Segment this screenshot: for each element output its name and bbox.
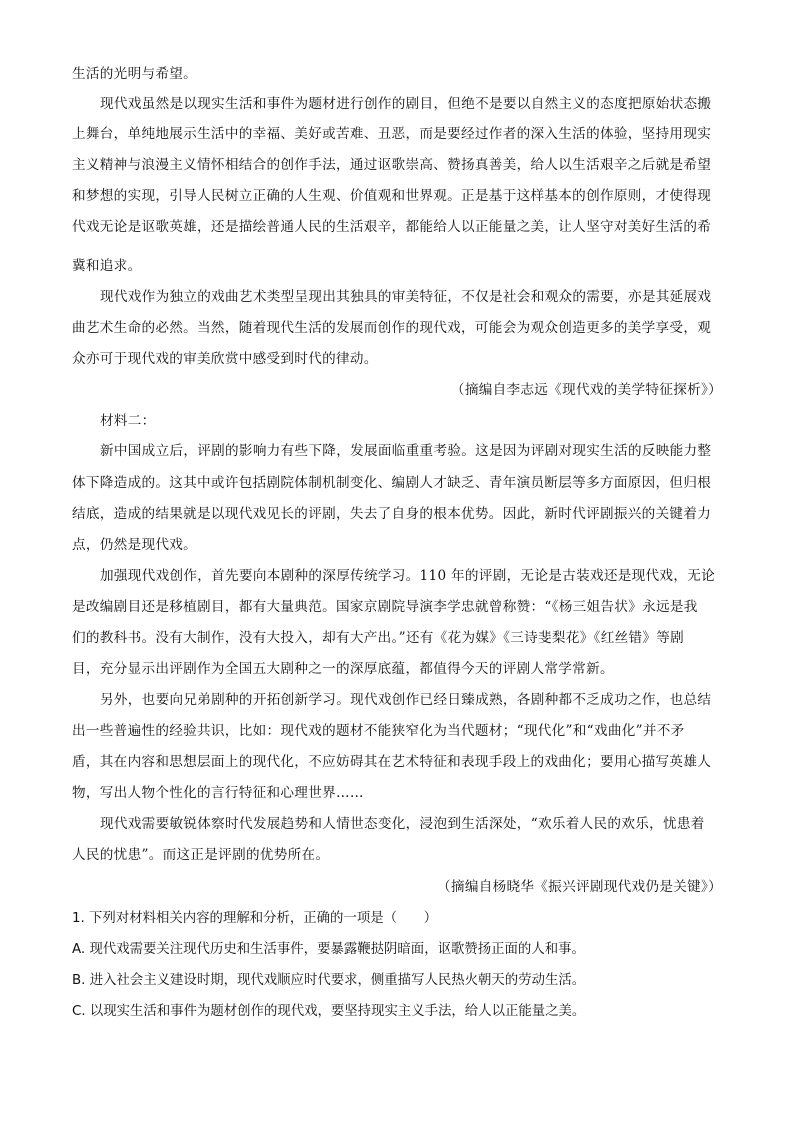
text-line: 现代戏需要敏锐体察时代发展趋势和人情世态变化，浸泡到生活深处，“欢乐着人民的欢乐，忧患着 xyxy=(100,816,705,832)
text-line: 结底，造成的结果就是以现代戏见长的评剧，失去了自身的根本优势。因此，新时代评剧振兴的关键着力 xyxy=(72,506,712,522)
question-stem: 1. 下列对材料相关内容的理解和分析，正确的一项是（ ） xyxy=(72,911,438,926)
source-citation: （摘编自李志远《现代戏的美学特征探析》） xyxy=(450,382,722,398)
text-line: 人民的忧患”。而这正是评剧的优势所在。 xyxy=(72,847,330,863)
text-line: 们的教科书。没有大制作，没有大投入，却有大产出。”还有《花为媒》《三诗斐梨花》《红丝错》等剧 xyxy=(72,630,685,646)
text-line: 加强现代戏创作，首先要向本剧种的深厚传统学习。110 年的评剧，无论是古装戏还是现代戏，无论 xyxy=(100,568,716,584)
source-citation: （摘编自杨晓华《振兴评剧现代戏仍是关键》） xyxy=(437,879,722,895)
text-line: 现代戏作为独立的戏曲艺术类型呈现出其独具的审美特征，不仅是社会和观众的需要，亦是其延展戏 xyxy=(100,289,712,305)
text-line: 点，仍然是现代戏。 xyxy=(72,537,198,553)
text-line: 和梦想的实现，引导人民树立正确的人生观、价值观和世界观。正是基于这样基本的创作原则，才使得现 xyxy=(72,188,712,204)
text-line: 冀和追求。 xyxy=(72,258,142,274)
text-line: 上舞台，单纯地展示生活中的幸福、美好或苦难、丑恶，而是要经过作者的深入生活的体验，坚持用现实 xyxy=(72,126,712,142)
text-line: 主义精神与浪漫主义情怀相结合的创作手法，通过讴歌崇高、赞扬真善美，给人以生活艰辛之后就是希望 xyxy=(72,157,712,173)
option-b: B. 进入社会主义建设时期，现代戏顺应时代要求，侧重描写人民热火朝天的劳动生活。 xyxy=(72,973,586,988)
text-line: 生活的光明与希望。 xyxy=(72,66,198,82)
option-a: A. 现代戏需要关注现代历史和生活事件，要暴露鞭挞阴暗面，讴歌赞扬正面的人和事。 xyxy=(72,942,585,957)
text-line: 现代戏虽然是以现实生活和事件为题材进行创作的剧目，但绝不是要以自然主义的态度把原始状态搬 xyxy=(100,96,712,112)
section-heading: 材料二： xyxy=(100,413,156,429)
text-line: 物，写出人物个性化的言行特征和心理世界…… xyxy=(72,785,364,801)
text-line: 是改编剧目还是移植剧目，都有大量典范。国家京剧院导演李学忠就曾称赞：“《杨三姐告状》永远是我 xyxy=(72,599,698,615)
text-line: 曲艺术生命的必然。当然，随着现代生活的发展而创作的现代戏，可能会为观众创造更多的美学享受，观 xyxy=(72,320,712,336)
text-line: 众亦可于现代戏的审美欣赏中感受到时代的律动。 xyxy=(72,351,378,367)
text-line: 另外，也要向兄弟剧种的开拓创新学习。现代戏创作已经日臻成熟，各剧种都不乏成功之作，也总结 xyxy=(100,692,712,708)
text-line: 出一些普遍性的经验共识，比如：现代戏的题材不能狭窄化为当代题材；“现代化”和“戏曲化”并不矛 xyxy=(72,723,685,739)
option-c: C. 以现实生活和事件为题材创作的现代戏，要坚持现实主义手法，给人以正能量之美。 xyxy=(72,1004,586,1019)
text-line: 体下降造成的。这其中或许包括剧院体制机制变化、编剧人才缺乏、青年演员断层等多方面原因，但归根 xyxy=(72,475,712,491)
text-line: 目，充分显示出评剧作为全国五大剧种之一的深厚底蕴，都值得今天的评剧人常学常新。 xyxy=(72,661,614,677)
text-line: 代戏无论是讴歌英雄，还是描绘普通人民的生活艰辛，都能给人以正能量之美，让人坚守对美好生活的希 xyxy=(72,219,712,235)
text-line: 盾，其在内容和思想层面上的现代化，不应妨碍其在艺术特征和表现手段上的戏曲化；要用心描写英雄人 xyxy=(72,754,712,770)
text-line: 新中国成立后，评剧的影响力有些下降，发展面临重重考验。这是因为评剧对现实生活的反映能力整 xyxy=(100,443,712,459)
